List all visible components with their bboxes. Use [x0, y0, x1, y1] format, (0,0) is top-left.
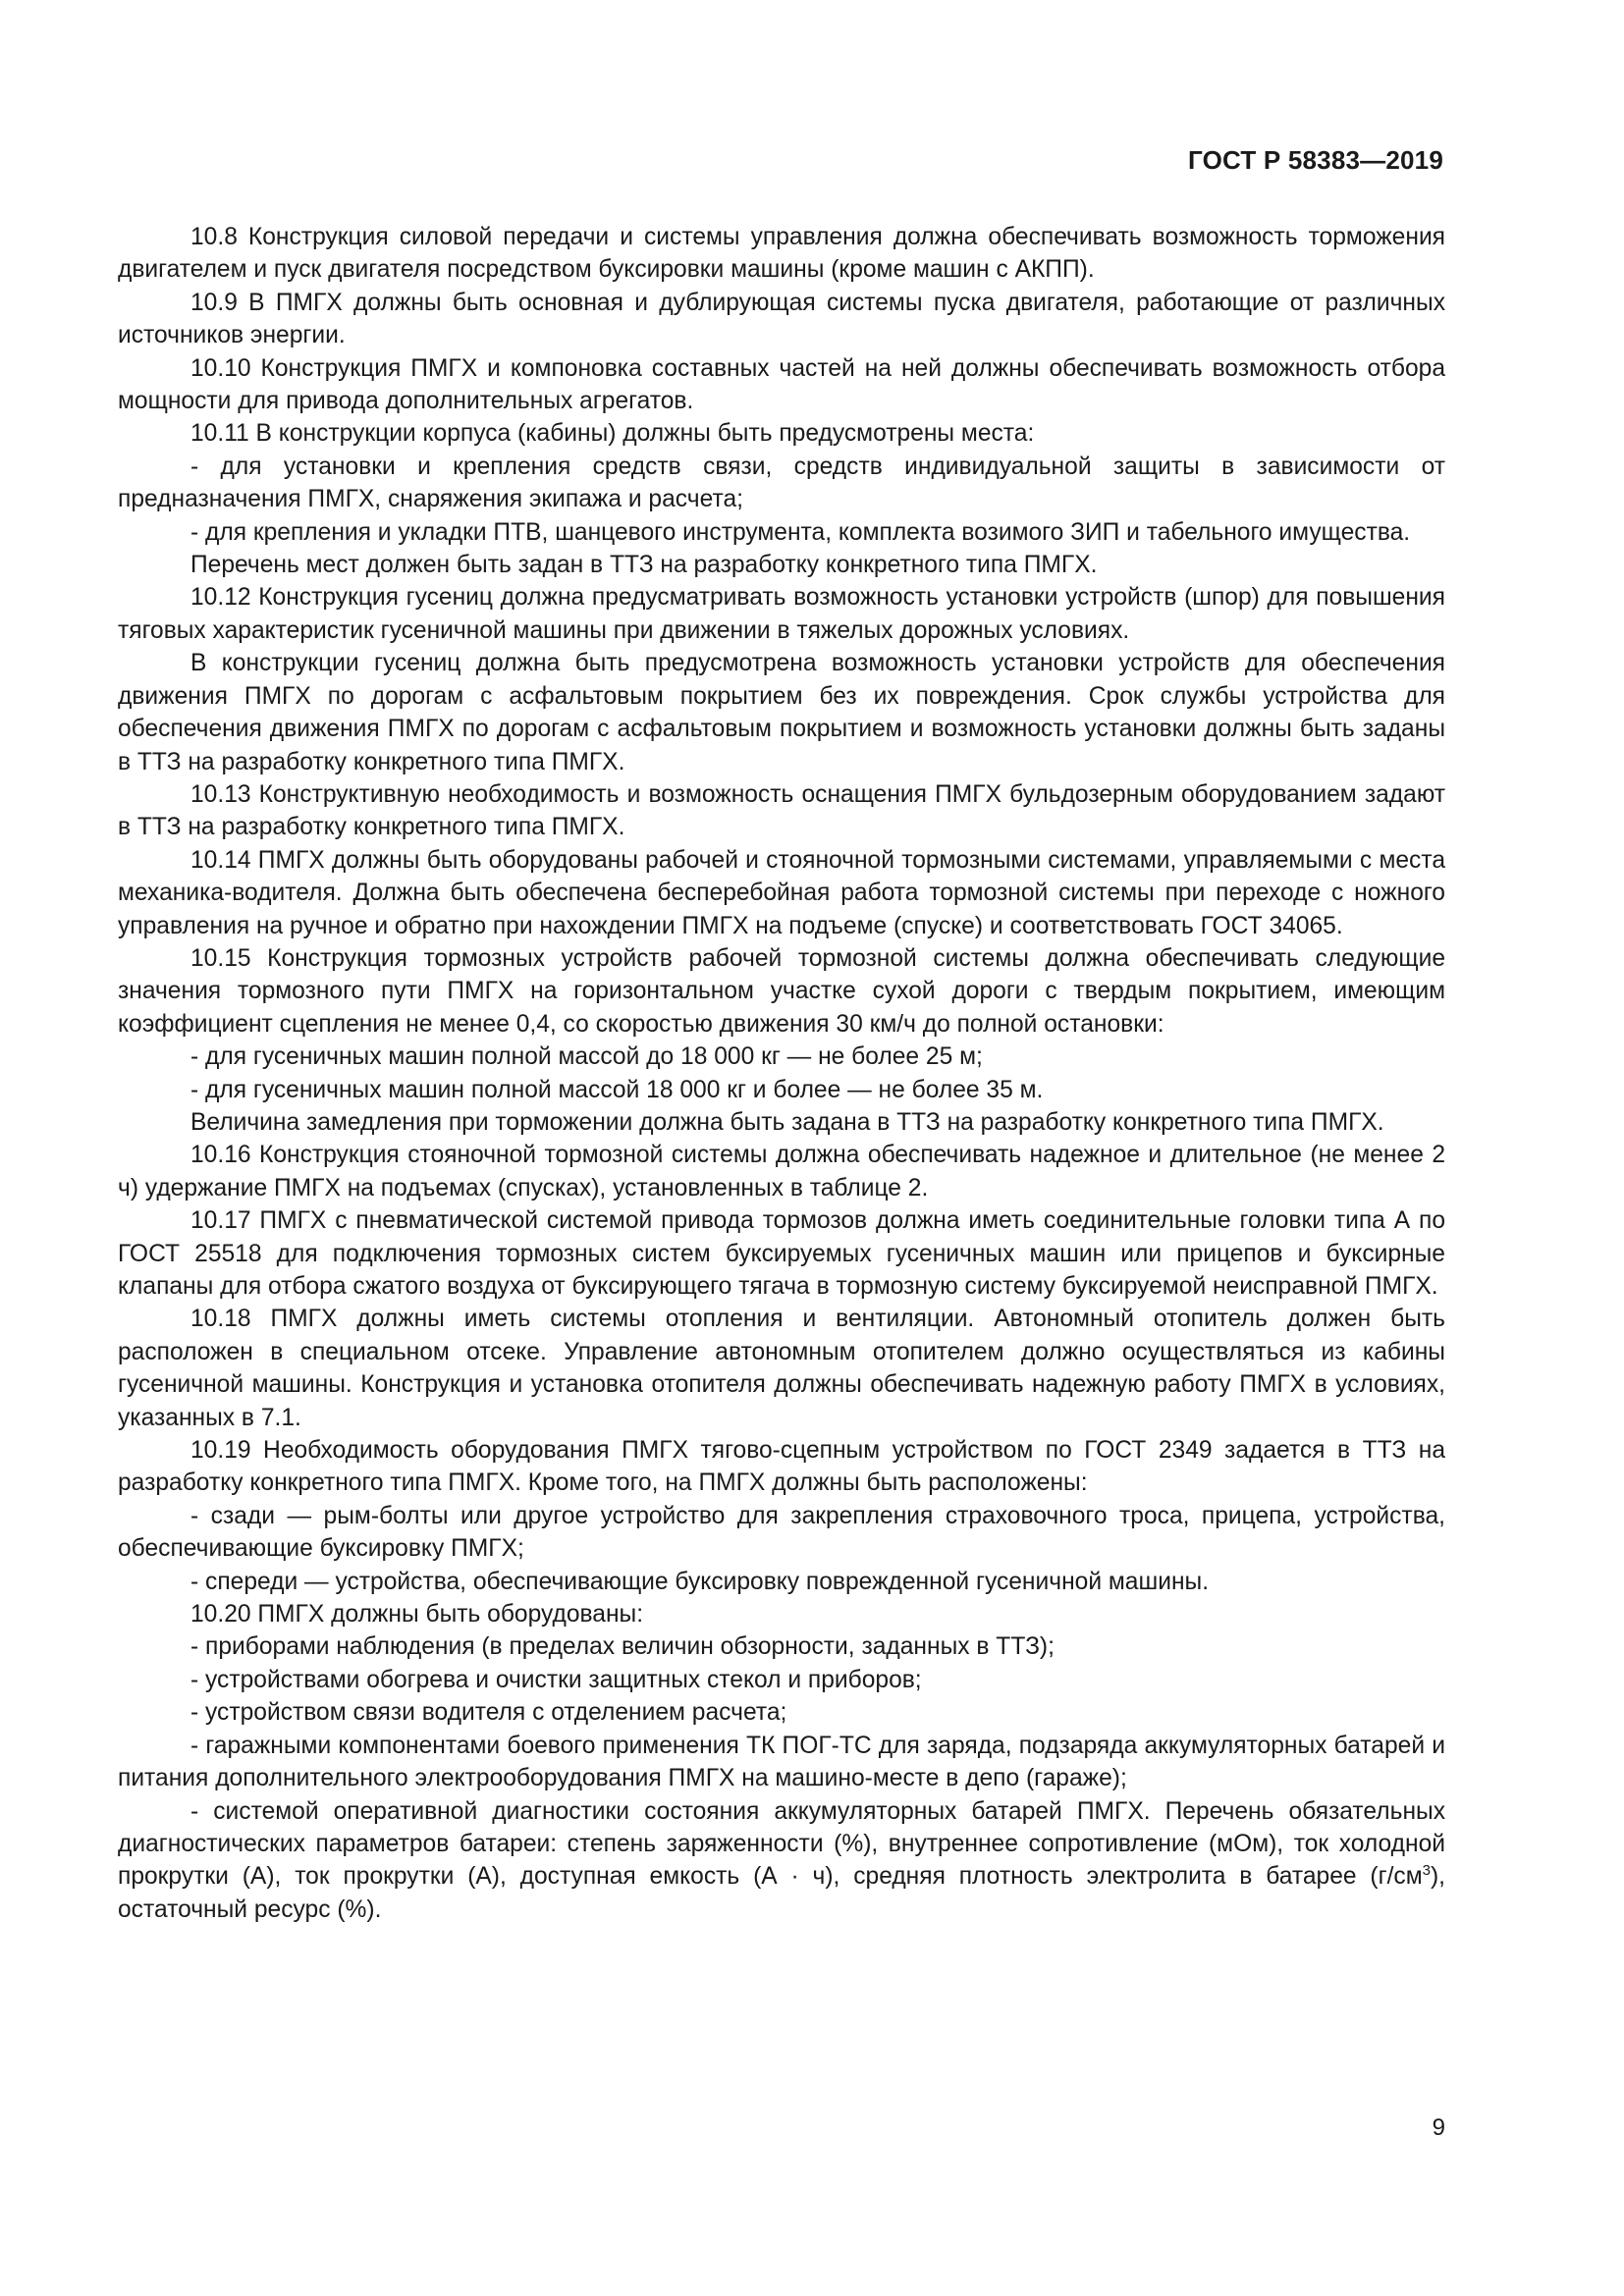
paragraph: 10.10 Конструкция ПМГХ и компоновка составных частей на ней должны обеспечивать возможность отбора мощности для привода дополнительных агрегатов.	[118, 354, 1445, 415]
paragraph: 10.18 ПМГХ должны иметь системы отопления и вентиляции. Автономный отопитель должен быть расположен в специальном отсеке. Управление автономным отопителем должно осуществляться из кабины гусеничной машины. Конструкция и установка отопителя должны обеспечивать надежную работу ПМГХ в условиях, указанных в 7.1.	[118, 1306, 1445, 1431]
paragraph: 10.20 ПМГХ должны быть оборудованы:	[190, 1601, 644, 1629]
paragraph: 10.13 Конструктивную необходимость и возможность оснащения ПМГХ бульдозерным оборудованием задают в ТТЗ на разработку конкретного типа ПМГХ.	[118, 780, 1445, 841]
paragraph: 10.8 Конструкция силовой передачи и системы управления должна обеспечивать возможность торможения двигателем и пуск двигателя посредством буксировки машины (кроме машин с АКПП).	[118, 224, 1445, 284]
document-body	[118, 221, 1445, 1926]
paragraph: - устройством связи водителя с отделением расчета;	[190, 1699, 787, 1727]
paragraph: 10.12 Конструкция гусениц должна предусматривать возможность установки устройств (шпор) для повышения тяговых характеристик гусеничной машины при движении в тяжелых дорожных условиях.	[118, 584, 1445, 644]
paragraph: 10.14 ПМГХ должны быть оборудованы рабочей и стояночной тормозными системами, управляемыми с места механика-водителя. Должна быть обеспечена бесперебойная работа тормозной системы при переходе с ножного управления на ручное и обратно при нахождении ПМГХ на подъеме (спуске) и соответствовать ГОСТ 34065.	[118, 846, 1445, 939]
paragraph: Перечень мест должен быть задан в ТТЗ на разработку конкретного типа ПМГХ.	[190, 552, 1098, 579]
paragraph: - для гусеничных машин полной массой до 18 000 кг — не более 25 м;	[190, 1043, 983, 1071]
paragraph: 10.17 ПМГХ с пневматической системой привода тормозов должна иметь соединительные головки типа А по ГОСТ 25518 для подключения тормозных систем буксируемых гусеничных машин или прицепов и буксирные клапаны для отбора сжатого воздуха от буксирующего тягача в тормозную систему буксируемой неисправной ПМГХ.	[118, 1207, 1445, 1300]
paragraph: 10.9 В ПМГХ должны быть основная и дублирующая системы пуска двигателя, работающие от различных источников энергии.	[118, 289, 1445, 349]
paragraph: - для крепления и укладки ПТВ, шанцевого инструмента, комплекта возимого ЗИП и табельного имущества.	[190, 518, 1411, 546]
paragraph: - спереди — устройства, обеспечивающие буксировку поврежденной гусеничной машины.	[190, 1568, 1210, 1595]
paragraph: - приборами наблюдения (в пределах величин обзорности, заданных в ТТЗ);	[190, 1633, 1055, 1661]
standard-header: ГОСТ Р 58383—2019	[1188, 145, 1443, 175]
paragraph: 10.11 В конструкции корпуса (кабины) должны быть предусмотрены места:	[190, 420, 1035, 448]
paragraph: - для установки и крепления средств связи, средств индивидуальной защиты в зависимости от предназначения ПМГХ, снаряжения экипажа и расчета;	[118, 453, 1445, 513]
paragraph: Величина замедления при торможении должна быть задана в ТТЗ на разработку конкретного типа ПМГХ.	[190, 1108, 1384, 1136]
paragraph: В конструкции гусениц должна быть предусмотрена возможность установки устройств для обеспечения движения ПМГХ по дорогам с асфальтовым покрытием без их повреждения. Срок службы устройства для обеспечения движения ПМГХ по дорогам с асфальтовым покрытием и возможность установки должны быть заданы в ТТЗ на разработку конкретного типа ПМГХ.	[118, 650, 1445, 775]
paragraph: 10.16 Конструкция стояночной тормозной системы должна обеспечивать надежное и длительное (не менее 2 ч) удержание ПМГХ на подъемах (спусках), установленных в таблице 2.	[118, 1142, 1445, 1201]
paragraph: - гаражными компонентами боевого применения ТК ПОГ-ТС для заряда, подзаряда аккумуляторных батарей и питания дополнительного электрооборудования ПМГХ на машино-месте в депо (гараже);	[118, 1732, 1445, 1792]
superscript: 3	[1422, 1862, 1431, 1880]
paragraph: 10.19 Необходимость оборудования ПМГХ тягово-сцепным устройством по ГОСТ 2349 задается в ТТЗ на разработку конкретного типа ПМГХ. Кроме того, на ПМГХ должны быть расположены:	[118, 1437, 1445, 1497]
page-number: 9	[1432, 2114, 1445, 2141]
paragraph: 10.15 Конструкция тормозных устройств рабочей тормозной системы должна обеспечивать следующие значения тормозного пути ПМГХ на горизонтальном участке сухой дороги с твердым покрытием, имеющим коэффициент сцепления не менее 0,4, со скоростью движения 30 км/ч до полной остановки:	[118, 944, 1445, 1038]
paragraph-text: ), остаточный ресурс (%).	[118, 1863, 1445, 1923]
paragraph: - для гусеничных машин полной массой 18 000 кг и более — не более 35 м.	[190, 1076, 1044, 1103]
paragraph: - устройствами обогрева и очистки защитных стекол и приборов;	[190, 1666, 922, 1693]
paragraph-last	[118, 1795, 1445, 1927]
paragraph-text: - системой оперативной диагностики состояния аккумуляторных батарей ПМГХ. Перечень обязательных диагностических параметров батареи: степень заряженности (%), внутреннее сопротивление (мОм), ток холодной прокрутки (А), ток прокрутки (А), доступная емкость (А · ч), средняя плотность электролита в батарее (г/см	[118, 1797, 1445, 1891]
paragraph: - сзади — рым-болты или другое устройство для закрепления страховочного троса, прицепа, устройства, обеспечивающие буксировку ПМГХ;	[118, 1502, 1445, 1563]
